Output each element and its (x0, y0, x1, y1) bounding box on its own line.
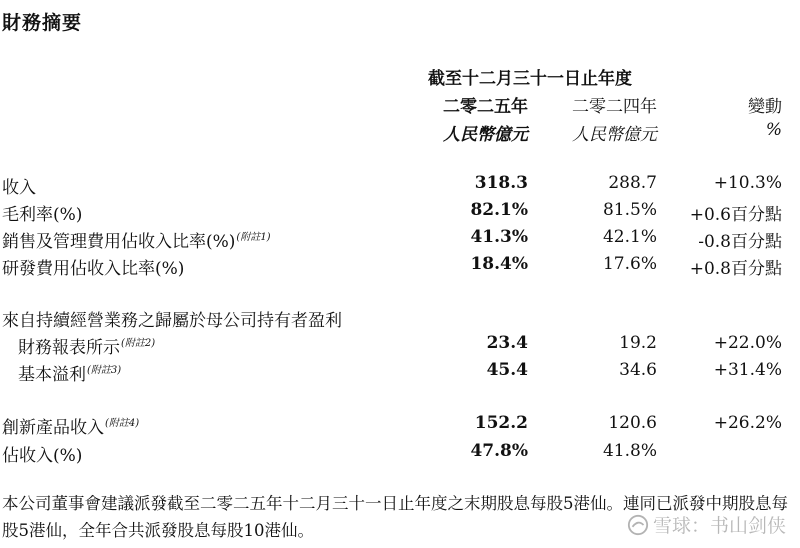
snowball-logo-icon (627, 514, 649, 536)
watermark-text: 雪球：书山剑侠 (652, 515, 786, 537)
column-header-2024-year: 二零二四年 (572, 97, 657, 117)
row-revenue-change: +10.3% (713, 173, 782, 193)
footnote-ref: (附註3) (87, 365, 122, 377)
dividend-note: 本公司董事會建議派發截至二零二五年十二月三十一日止年度之末期股息每股5港仙。連同已派發中期股息每股5港仙，全年合共派發股息每股10港仙。 (2, 494, 788, 540)
column-unit-2025: 人民幣億元 (443, 125, 528, 145)
row-sga-ratio-2024: 42.1% (602, 227, 657, 247)
row-revenue-2024: 288.7 (608, 173, 657, 193)
footnote-ref: (附註1) (236, 232, 271, 244)
column-header-change: 變動 (748, 97, 782, 117)
row-label-revenue-share: 佔收入(%) (2, 446, 83, 466)
row-reported-profit-change: +22.0% (713, 333, 782, 353)
row-underlying-profit-change: +31.4% (713, 360, 782, 380)
row-gross-margin-change: +0.6百分點 (689, 205, 782, 225)
row-label-gross-margin: 毛利率(%) (2, 205, 83, 225)
footnote-ref: (附註2) (121, 338, 156, 350)
row-sga-ratio-2025: 41.3% (470, 227, 528, 247)
watermark (627, 511, 786, 538)
period-header: 截至十二月三十一日止年度 (428, 69, 632, 89)
row-innovative-revenue-change: +26.2% (713, 413, 782, 433)
page-title: 財務摘要 (2, 12, 83, 34)
row-label-underlying-profit: 基本溢利$^{(附註3)}$ (18, 365, 122, 385)
row-label-reported-profit: 財務報表所示$^{(附註2)}$ (18, 338, 156, 358)
row-underlying-profit-2024: 34.6 (619, 360, 657, 380)
row-innovative-revenue-2025: 152.2 (474, 413, 528, 433)
row-label-rd-ratio: 研發費用佔收入比率(%) (2, 259, 185, 279)
row-innovative-revenue-2024: 120.6 (608, 413, 657, 433)
column-unit-2024: 人民幣億元 (572, 125, 657, 145)
column-header-2025-year: 二零二五年 (443, 97, 528, 117)
row-label-sga-ratio: 銷售及管理費用佔收入比率(%)$^{(附註1)}$ (2, 232, 271, 252)
row-revenue-share-2024: 41.8% (602, 441, 657, 461)
column-unit-change: % (765, 120, 782, 140)
row-sga-ratio-change: -0.8百分點 (698, 232, 782, 252)
row-label-profit-heading: 來自持續經營業務之歸屬於母公司持有者盈利 (2, 311, 342, 331)
row-gross-margin-2024: 81.5% (602, 200, 657, 220)
row-label-innovative-revenue: 創新產品收入$^{(附註4)}$ (2, 418, 140, 438)
row-label-revenue: 收入 (2, 178, 36, 198)
row-revenue-2025: 318.3 (474, 173, 528, 193)
row-gross-margin-2025: 82.1% (470, 200, 528, 220)
row-underlying-profit-2025: 45.4 (486, 360, 528, 380)
row-rd-ratio-2025: 18.4% (470, 254, 528, 274)
footnote-ref: (附註4) (105, 418, 140, 430)
row-reported-profit-2024: 19.2 (619, 333, 657, 353)
row-rd-ratio-change: +0.8百分點 (689, 259, 782, 279)
row-reported-profit-2025: 23.4 (486, 333, 528, 353)
row-revenue-share-2025: 47.8% (470, 441, 528, 461)
row-rd-ratio-2024: 17.6% (602, 254, 657, 274)
